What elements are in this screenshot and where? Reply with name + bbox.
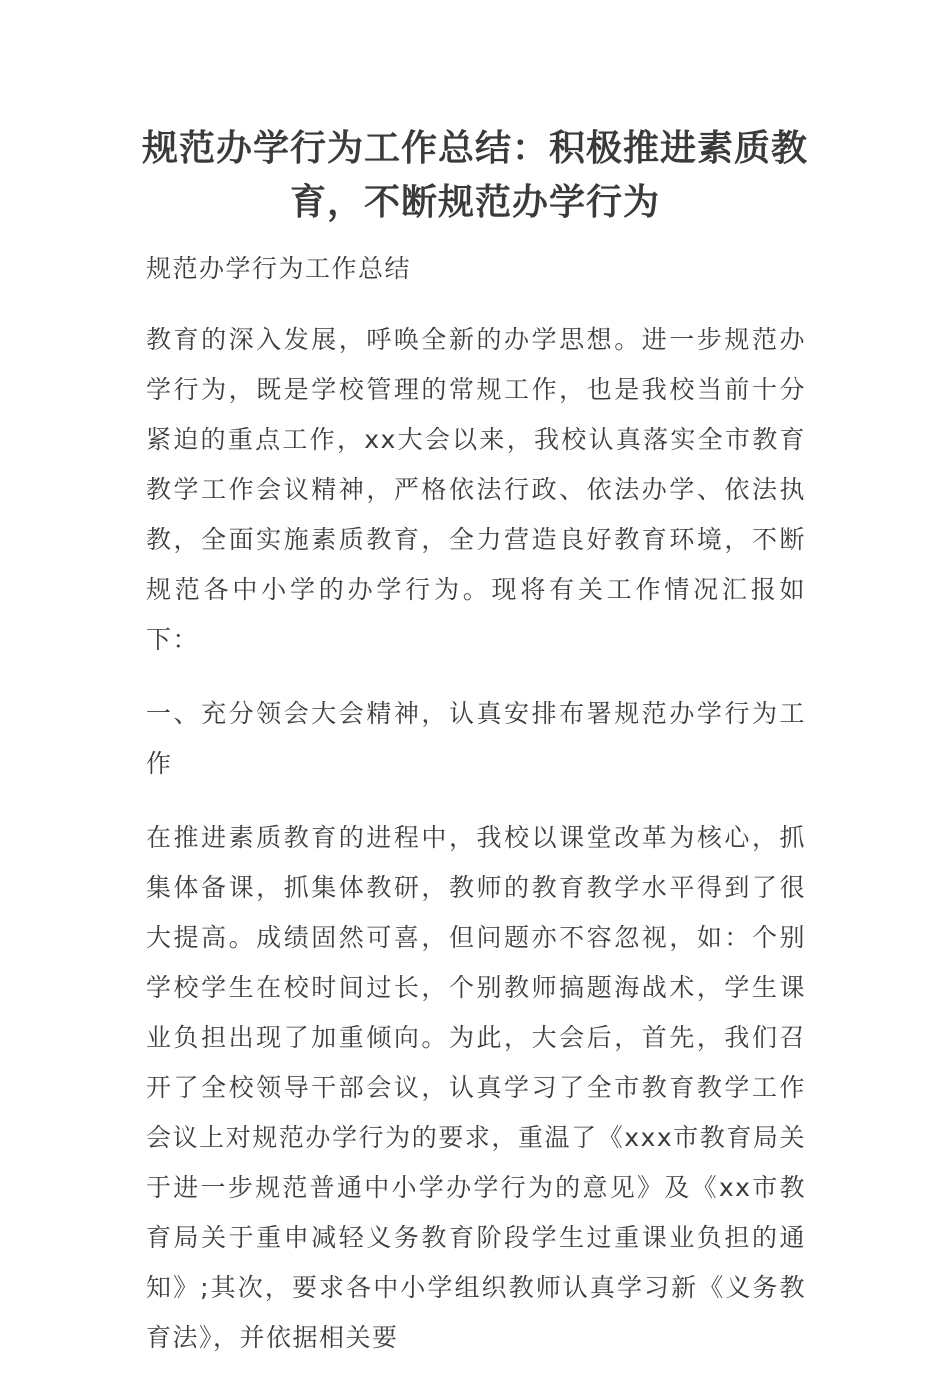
paragraph-section-1: 在推进素质教育的进程中，我校以课堂改革为核心，抓集体备课，抓集体教研，教师的教育教学水平得到了很大提高。成绩固然可喜，但问题亦不容忽视，如：个别学校学生在校时间过长，个别教师搞题海战术，学生课业负担出现了加重倾向。为此，大会后，首先，我们召开了全校领导干部会议，认真学习了全市教育教学工作会议上对规范办学行为的要求，重温了《xxx市教育局关于进一步规范普通中小学办学行为的意见》及《xx市教育局关于重申减轻义务教育阶段学生过重课业负担的通知》;其次，要求各中小学组织教师认真学习新《义务教育法》，并依据相关要	[146, 823, 806, 1352]
document-body	[146, 244, 806, 1387]
document-subtitle: 规范办学行为工作总结	[146, 254, 412, 283]
document-title: 规范办学行为工作总结：积极推进素质教育，不断规范办学行为	[141, 128, 808, 223]
section-heading: 一、充分领会大会精神，认真安排布署规范办学行为工作	[146, 699, 806, 778]
paragraph-intro: 教育的深入发展，呼唤全新的办学思想。进一步规范办学行为，既是学校管理的常规工作，也是我校当前十分紧迫的重点工作，xx大会以来，我校认真落实全市教育教学工作会议精神，严格依法行政、依法办学、依法执教，全面实施素质教育，全力营造良好教育环境，不断规范各中小学的办学行为。现将有关工作情况汇报如下：	[146, 325, 806, 654]
